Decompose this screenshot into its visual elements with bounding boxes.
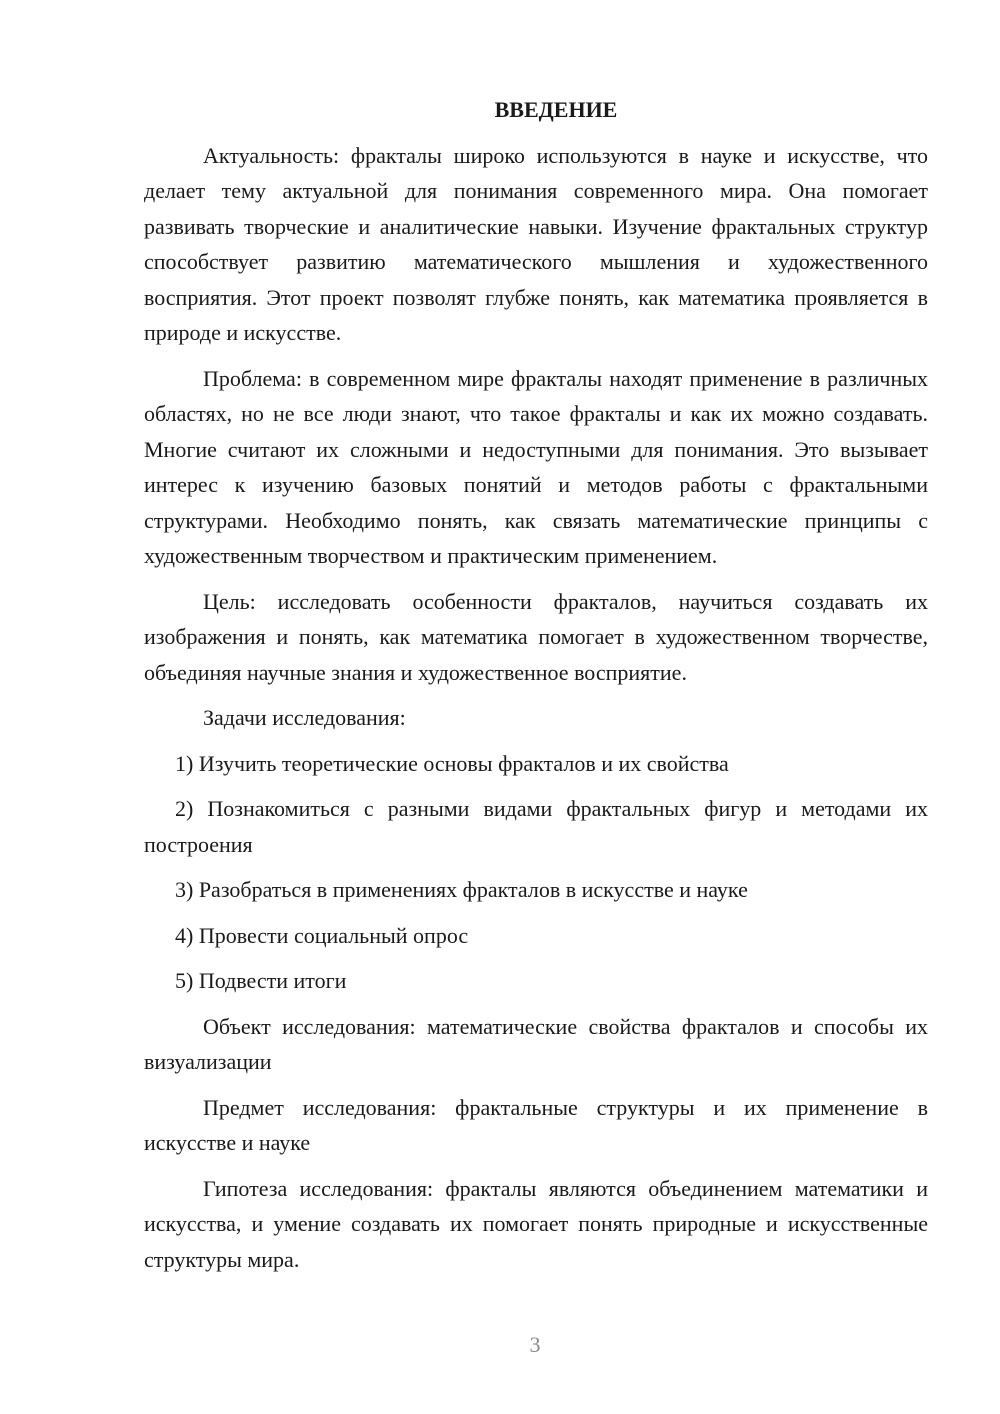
paragraph-subject: Предмет исследования: фрактальные структуры и их применение в искусстве и науке <box>144 1094 928 1155</box>
paragraph-problem: Проблема: в современном мире фракталы находят применение в различных областях, но не все люди знают, что такое фракталы и как их можно создавать. Многие считают их сложными и недоступными для понимания. Это вызывает интерес к изучению базовых понятий и методов работы с фрактальными структурами. Необходимо понять, как связать математические принципы с художественным творчеством и практическим применением. <box>144 365 928 568</box>
paragraph-hypothesis: Гипотеза исследования: фракталы являются объединением математики и искусства, и умение создавать их помогает понять природные и искусственные структуры мира. <box>144 1175 928 1272</box>
list-item: 5) Подвести итоги <box>175 968 347 993</box>
page-title: ВВЕДЕНИЕ <box>494 97 618 122</box>
list-item: 2) Познакомиться с разными видами фрактальных фигур и методами их построения <box>144 796 928 857</box>
document-page <box>144 92 928 1287</box>
tasks-heading: Задачи исследования: <box>203 705 406 730</box>
paragraph-goal: Цель: исследовать особенности фракталов, научиться создавать их изображения и понять, как математика помогает в художественном творчестве, объединяя научные знания и художественное восприятие. <box>144 588 928 685</box>
list-item: 3) Разобраться в применениях фракталов в искусстве и науке <box>175 877 748 902</box>
paragraph-object: Объект исследования: математические свойства фракталов и способы их визуализации <box>144 1013 928 1074</box>
page-number: 3 <box>529 1332 541 1357</box>
paragraph-relevance: Актуальность: фракталы широко используются в науке и искусстве, что делает тему актуальной для понимания современного мира. Она помогает развивать творческие и аналитические навыки. Изучение фрактальных структур способствует развитию математического мышления и художественного восприятия. Этот проект позволят глубже понять, как математика проявляется в природе и искусстве. <box>144 142 928 345</box>
list-item: 1) Изучить теоретические основы фракталов и их свойства <box>175 750 729 776</box>
list-item: 4) Провести социальный опрос <box>175 922 469 948</box>
